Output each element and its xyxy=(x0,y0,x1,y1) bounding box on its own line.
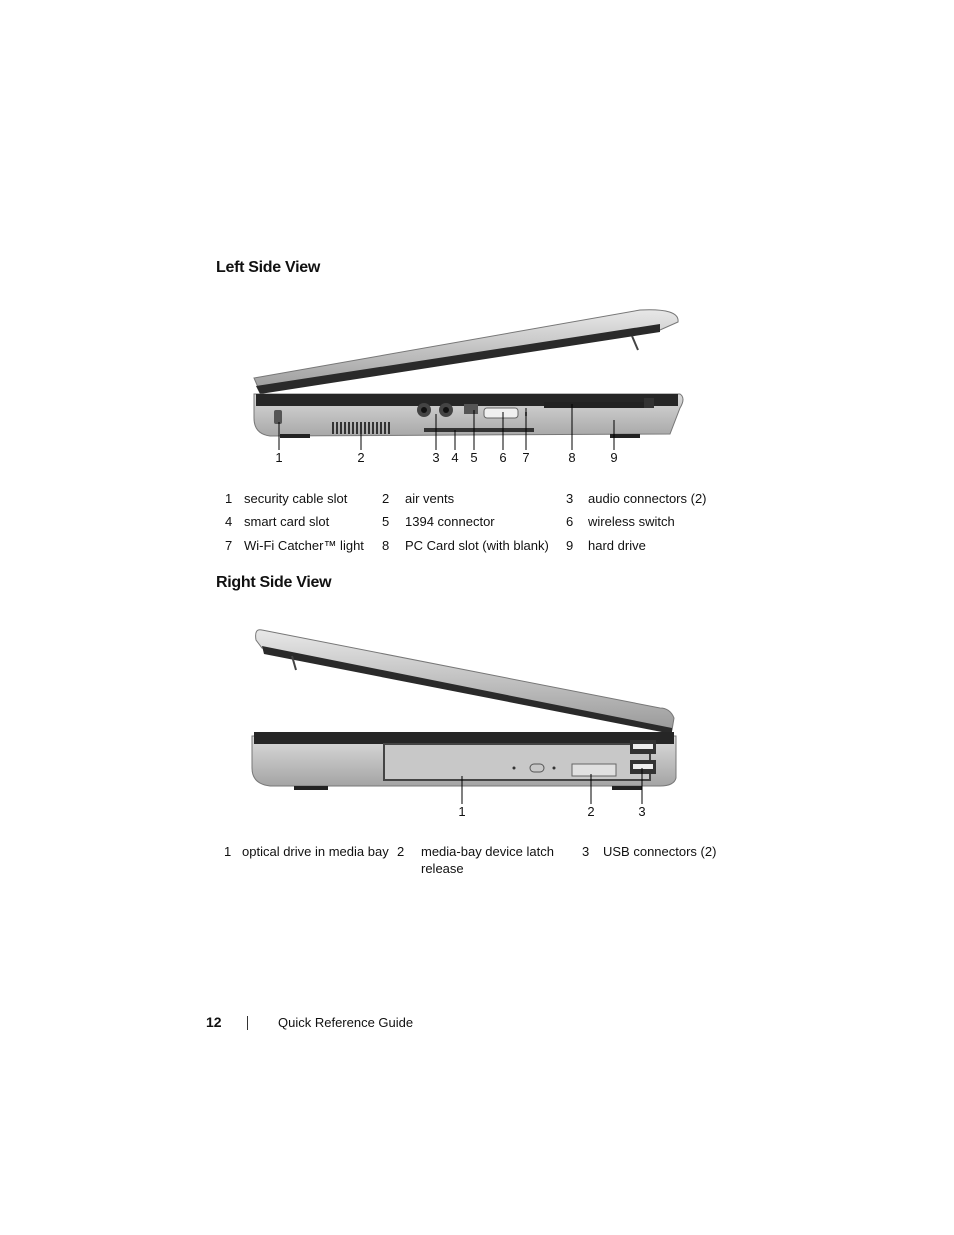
air-vents-mark xyxy=(332,422,390,434)
left-callout-5: 5 xyxy=(470,450,478,465)
legend-label: optical drive in media bay xyxy=(242,844,389,859)
left-side-laptop-illustration xyxy=(240,300,700,475)
footer-separator xyxy=(247,1016,248,1030)
legend-num: 3 xyxy=(566,491,574,506)
latch-release-mark xyxy=(572,764,616,776)
left-callout-8: 8 xyxy=(568,450,576,465)
legend-label: smart card slot xyxy=(244,514,330,529)
left-callout-7: 7 xyxy=(522,450,530,465)
footer-guide-title: Quick Reference Guide xyxy=(278,1015,414,1030)
legend-num: 2 xyxy=(382,491,390,506)
left-callout-3: 3 xyxy=(432,450,440,465)
legend-label: USB connectors (2) xyxy=(603,844,717,859)
left-callout-1: 1 xyxy=(275,450,283,465)
legend-num: 3 xyxy=(582,844,590,859)
legend-label: 1394 connector xyxy=(405,514,495,529)
left-callout-6: 6 xyxy=(499,450,507,465)
right-side-laptop-drawing xyxy=(240,618,700,828)
lid-bezel xyxy=(262,646,672,734)
legend-num: 1 xyxy=(224,844,232,859)
legend-num: 6 xyxy=(566,514,574,529)
legend-num: 1 xyxy=(225,491,233,506)
legend-num: 8 xyxy=(382,538,390,553)
legend-label: media-bay device latch xyxy=(421,844,554,859)
legend-label: air vents xyxy=(405,491,455,506)
legend-label: Wi-Fi Catcher™ light xyxy=(244,538,364,553)
legend-label-continued: release xyxy=(421,861,464,876)
legend-label: wireless switch xyxy=(588,514,675,529)
legend-label: security cable slot xyxy=(244,491,348,506)
legend-label: audio connectors (2) xyxy=(588,491,707,506)
left-side-view-heading: Left Side View xyxy=(216,259,320,276)
laptop-lid xyxy=(256,630,674,730)
right-callout-3: 3 xyxy=(638,804,646,819)
legend-label: PC Card slot (with blank) xyxy=(405,538,549,553)
right-callout-2: 2 xyxy=(587,804,595,819)
left-callout-4: 4 xyxy=(451,450,459,465)
legend-num: 7 xyxy=(225,538,233,553)
right-side-view-heading: Right Side View xyxy=(216,574,332,591)
legend-num: 5 xyxy=(382,514,390,529)
left-callout-2: 2 xyxy=(357,450,365,465)
page-number: 12 xyxy=(206,1014,222,1030)
left-side-laptop-drawing xyxy=(240,300,700,475)
lid-bezel xyxy=(256,324,660,394)
legend-num: 2 xyxy=(397,844,405,859)
left-callout-9: 9 xyxy=(610,450,618,465)
legend-num: 4 xyxy=(225,514,233,529)
legend-label: hard drive xyxy=(588,538,646,553)
right-side-laptop-illustration xyxy=(240,618,700,828)
security-slot-mark xyxy=(274,410,282,424)
right-callout-1: 1 xyxy=(458,804,466,819)
legend-num: 9 xyxy=(566,538,574,553)
base-top-strip xyxy=(254,732,674,744)
